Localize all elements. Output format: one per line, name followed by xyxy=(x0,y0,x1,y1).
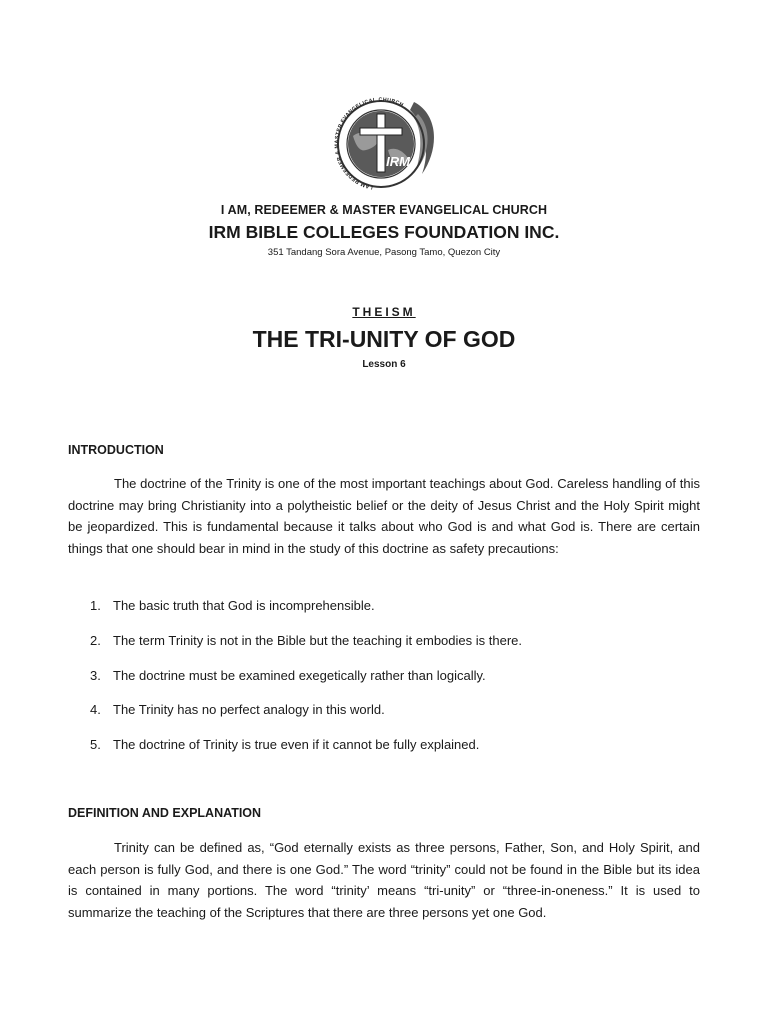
lesson-label: Lesson 6 xyxy=(362,359,406,370)
church-logo xyxy=(318,96,444,196)
list-item xyxy=(90,597,522,632)
list-item-number: 1. xyxy=(90,598,101,613)
list-item-number: 3. xyxy=(90,667,101,683)
list-item-text: The doctrine of Trinity is true even if it cannot be fully explained. xyxy=(113,737,480,753)
institution-name: IRM BIBLE COLLEGES FOUNDATION INC. xyxy=(208,222,560,242)
logo-initials: IRM xyxy=(386,154,410,169)
introduction-heading: INTRODUCTION xyxy=(68,443,164,457)
institution-address: 351 Tandang Sora Avenue, Pasong Tamo, Quezon City xyxy=(267,247,501,258)
definition-heading: DEFINITION AND EXPLANATION xyxy=(68,806,262,820)
subject-label: THEISM xyxy=(352,305,416,319)
definition-text: Trinity can be defined as, “God eternally exists as three persons, Father, Son, and Holy Spirit, and each person is fully God, and there is one God.” The word “trinity” could not be found in the Bible but its idea is contained in many portions. The word “trinity’ means “tri-unity” or “three-in-oneness.” It is used to summarize the teaching of the Scriptures that there are three persons yet one God. xyxy=(68,840,700,920)
document-title: THE TRI-UNITY OF GOD xyxy=(252,326,516,352)
list-item xyxy=(90,736,522,771)
list-item-number: 4. xyxy=(90,702,101,718)
list-item-number: 2. xyxy=(90,632,101,648)
list-item xyxy=(90,701,522,736)
introduction-text: The doctrine of the Trinity is one of the most important teachings about God. Careless handling of this doctrine may bring Christianity into a polytheistic belief or the deity of Jesus Christ and the Holy Spirit might be jeopardized. This is fundamental because it talks about who God is and what God is. There are certain things that one should bear in mind in the study of this doctrine as safety precautions: xyxy=(68,476,700,556)
list-item xyxy=(90,667,522,702)
church-name: I AM, REDEEMER & MASTER EVANGELICAL CHURCH xyxy=(220,203,548,217)
logo-ring-text: I AM REDEEMER & MASTER EVANGELICAL CHURCH xyxy=(333,96,405,191)
definition-paragraph xyxy=(68,837,700,923)
list-item-number: 5. xyxy=(90,737,101,753)
list-item-text: The doctrine must be examined exegetically rather than logically. xyxy=(113,667,486,683)
list-item-text: The term Trinity is not in the Bible but the teaching it embodies is there. xyxy=(113,632,522,648)
precautions-list xyxy=(90,597,522,771)
list-item-text: The Trinity has no perfect analogy in this world. xyxy=(113,702,385,718)
introduction-paragraph xyxy=(68,473,700,559)
list-item-text: The basic truth that God is incomprehensible. xyxy=(113,598,375,613)
list-item xyxy=(90,632,522,667)
